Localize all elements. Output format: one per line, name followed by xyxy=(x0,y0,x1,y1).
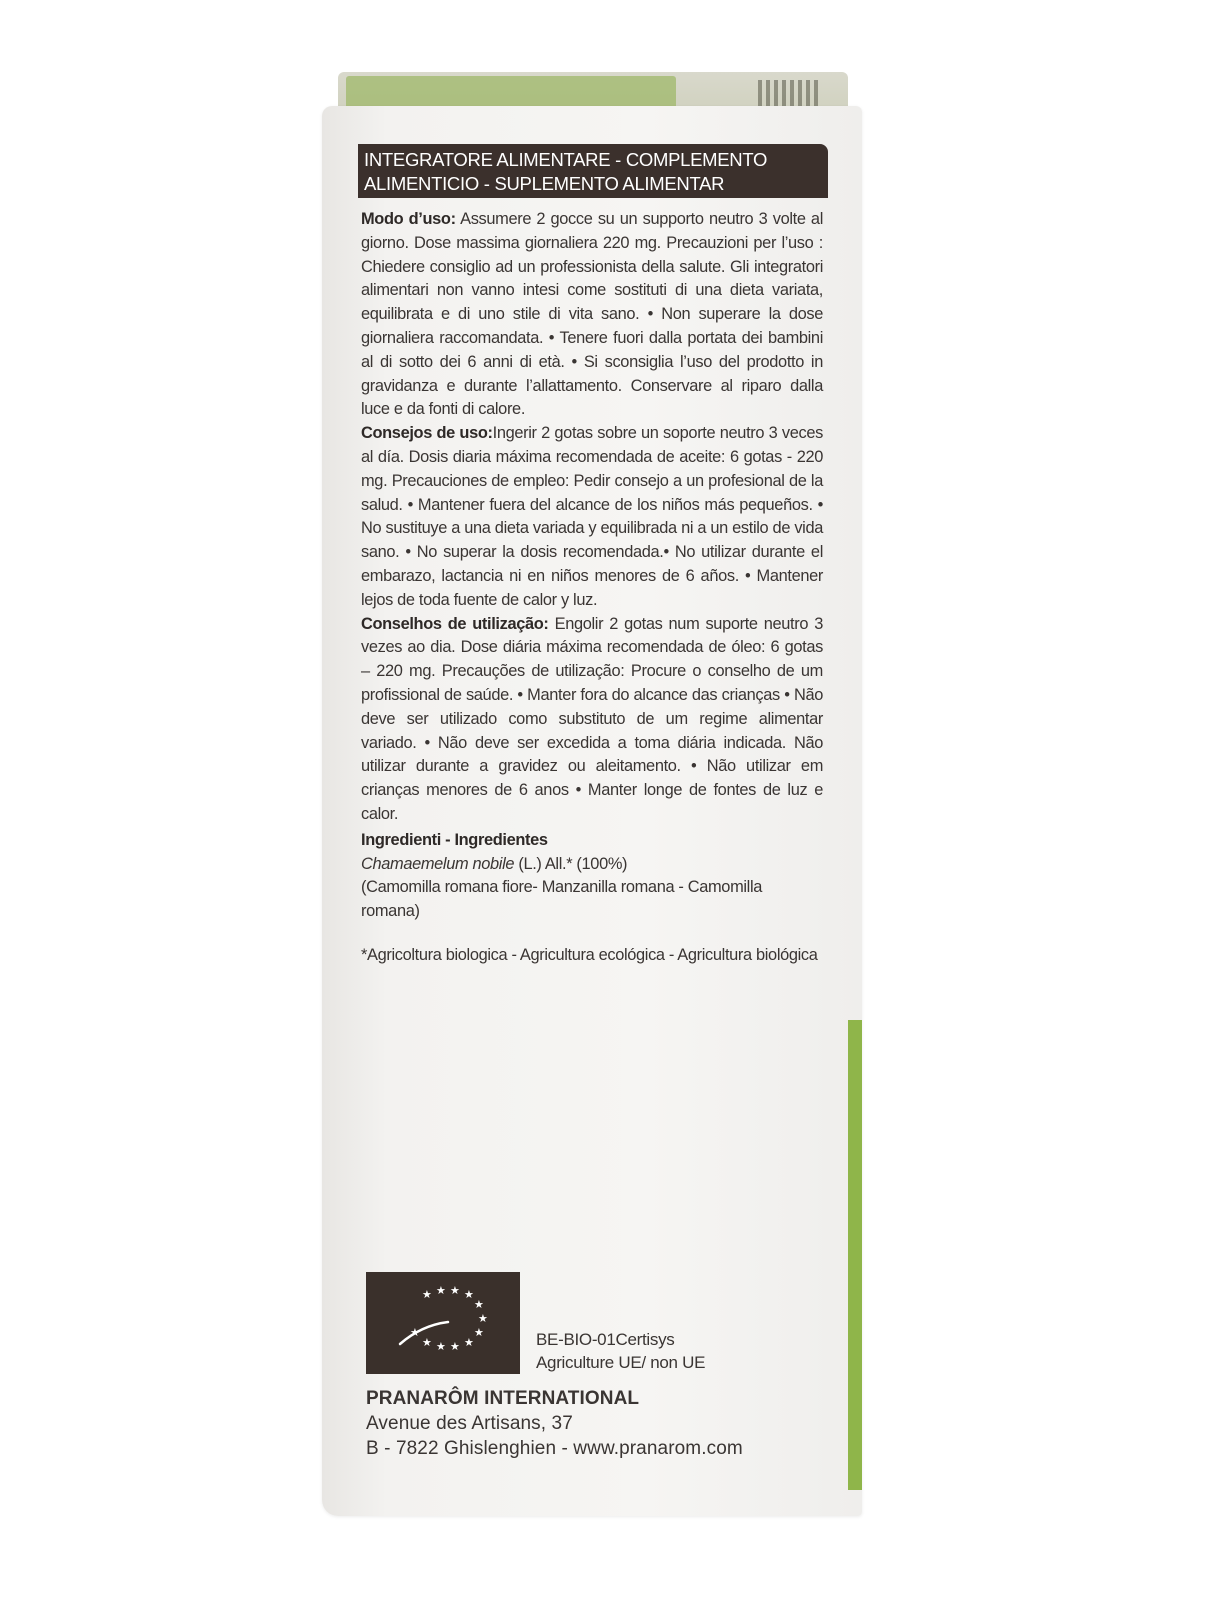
eu-organic-leaf-logo-icon xyxy=(366,1272,520,1374)
certification-code: BE-BIO-01Certisys xyxy=(536,1330,675,1349)
svg-text:★: ★ xyxy=(464,1288,474,1301)
svg-text:★: ★ xyxy=(410,1326,420,1339)
instructions-text-block xyxy=(361,208,823,968)
header-line-2: ALIMENTICIO - SUPLEMENTO ALIMENTAR xyxy=(364,173,725,194)
ingredient-latin-name: Chamaemelum nobile xyxy=(361,854,515,873)
ingredient-common-names: (Camomilla romana fiore- Manzanilla romana - Camomilla romana) xyxy=(361,878,763,921)
ingredients-section xyxy=(361,829,823,924)
spanish-label: Consejos de uso: xyxy=(361,424,493,443)
ingredient-latin-line xyxy=(361,853,823,877)
portuguese-text: Engolir 2 gotas num suporte neutro 3 vezes ao dia. Dose diária máxima recomendada de óleo: 6 gotas – 220 mg. Precauções de utilização: Procure o conselho de um profissional de saúde. • Manter fora do alcance das crianças • Não deve ser utilizado como substituto de um regime alimentar variado. • Não deve ser excedida a toma diária indicada. Não utilizar durante a gravidez ou aleitamento. • Não utilizar em crianças menores de 6 anos • Manter longe de fontes de luz e calor. xyxy=(361,614,823,823)
spanish-text: Ingerir 2 gotas sobre un soporte neutro 3 veces al día. Dosis diaria máxima recomendada de aceite: 6 gotas - 220 mg. Precauciones de empleo: Pedir consejo a un profesional de la salud. • Mantener fuera del alcance de los niños más pequeños. • No sustituye a una dieta variada y equilibrada ni a un estilo de vida sano. • No superar la dosis recomendada.• No utilizar durante el embarazo, lactancia ni en niños menores de 6 años. • Mantener lejos de toda fuente de calor y luz. xyxy=(361,424,823,609)
italian-label: Modo d’uso: xyxy=(361,210,456,228)
company-name: PRANARÔM INTERNATIONAL xyxy=(366,1388,640,1409)
ingredient-latin-rest: (L.) All.* (100%) xyxy=(514,854,628,873)
certification-info xyxy=(536,1328,705,1374)
svg-text:★: ★ xyxy=(450,1340,460,1353)
svg-text:★: ★ xyxy=(450,1284,460,1297)
company-address xyxy=(366,1386,743,1461)
side-green-stripe xyxy=(848,1020,862,1490)
company-city-website: B - 7822 Ghislenghien - www.pranarom.com xyxy=(366,1438,743,1459)
ingredients-title: Ingredienti - Ingredientes xyxy=(361,830,548,849)
svg-text:★: ★ xyxy=(464,1336,474,1349)
italian-instructions xyxy=(361,208,823,422)
certification-origin: Agriculture UE/ non UE xyxy=(536,1353,706,1372)
svg-text:★: ★ xyxy=(422,1336,432,1349)
svg-text:★: ★ xyxy=(436,1340,446,1353)
product-type-header xyxy=(358,144,828,198)
header-line-1: INTEGRATORE ALIMENTARE - COMPLEMENTO xyxy=(364,149,768,170)
svg-text:★: ★ xyxy=(474,1298,484,1311)
svg-text:★: ★ xyxy=(478,1312,488,1325)
svg-text:★: ★ xyxy=(422,1288,432,1301)
svg-text:★: ★ xyxy=(436,1284,446,1297)
portuguese-label: Conselhos de utilização: xyxy=(361,614,549,633)
italian-text: Assumere 2 gocce su un supporto neutro 3 volte al giorno. Dose massima giornaliera 220 mg. Precauzioni per l’uso : Chiedere consiglio ad un professionista della salute. Gli integratori alimentari non vanno intesi come sostituti di una dieta variata, equilibrata e di uno stile di vita sano. • Non superare la dose giornaliera raccomandata. • Tenere fuori dalla portata dei bambini al di sotto dei 6 anni di età. • Si sconsiglia l’uso del prodotto in gravidanza e durante l’allattamento. Conservare al riparo dalla luce e da fonti di calore. xyxy=(361,210,823,419)
spanish-instructions xyxy=(361,422,823,612)
company-street: Avenue des Artisans, 37 xyxy=(366,1413,573,1434)
organic-agriculture-note: *Agricoltura biologica - Agricultura ecológica - Agricultura biológica xyxy=(361,945,818,964)
portuguese-instructions xyxy=(361,613,823,827)
svg-text:★: ★ xyxy=(474,1326,484,1339)
